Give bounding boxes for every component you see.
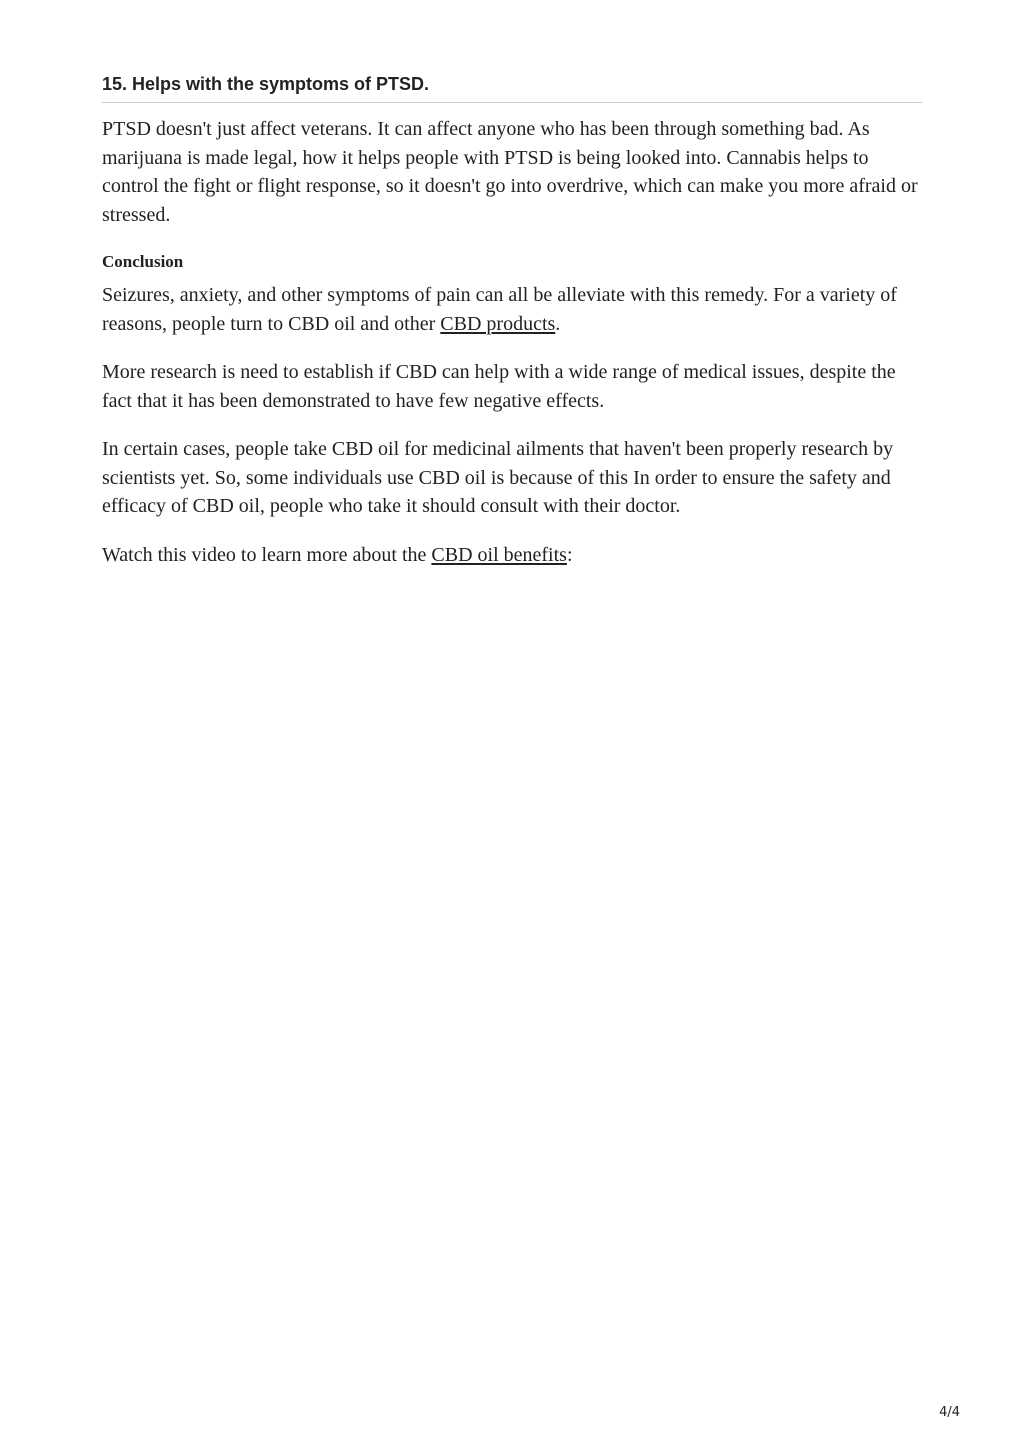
conclusion-paragraph-1-text: Seizures, anxiety, and other symptoms of pain can all be alleviate with this remedy. For a variety of reasons, people turn to CBD oil and other: [102, 284, 897, 335]
conclusion-paragraph-2: More research is need to establish if CBD can help with a wide range of medical issues, despite the fact that it has been demonstrated to have few negative effects.: [102, 361, 896, 412]
conclusion-paragraph-4-text: Watch this video to learn more about the: [102, 543, 432, 566]
ptsd-paragraph: PTSD doesn't just affect veterans. It can affect anyone who has been through something bad. As marijuana is made legal, how it helps people with PTSD is being looked into. Cannabis helps to control the fight or flight response, so it doesn't go into overdrive, which can make you more afraid or stressed.: [102, 118, 918, 226]
conclusion-heading: Conclusion: [102, 252, 184, 271]
conclusion-paragraph-3: In certain cases, people take CBD oil for medicinal ailments that haven't been properly research by scientists yet. So, some individuals use CBD oil is because of this In order to ensure the safety and efficacy of CBD oil, people who take it should consult with their doctor.: [102, 438, 894, 517]
conclusion-paragraph-1-end: .: [555, 312, 561, 335]
section-heading-ptsd: 15. Helps with the symptoms of PTSD.: [102, 72, 922, 103]
cbd-oil-benefits-link[interactable]: CBD oil benefits: [431, 543, 567, 566]
page-number: 4/4: [939, 1405, 960, 1420]
conclusion-paragraph-4-end: :: [566, 543, 573, 566]
article-content: [102, 72, 922, 569]
conclusion-paragraph-4: [102, 541, 922, 570]
cbd-products-link[interactable]: CBD products: [440, 312, 556, 335]
conclusion-paragraph-1: [102, 281, 922, 338]
